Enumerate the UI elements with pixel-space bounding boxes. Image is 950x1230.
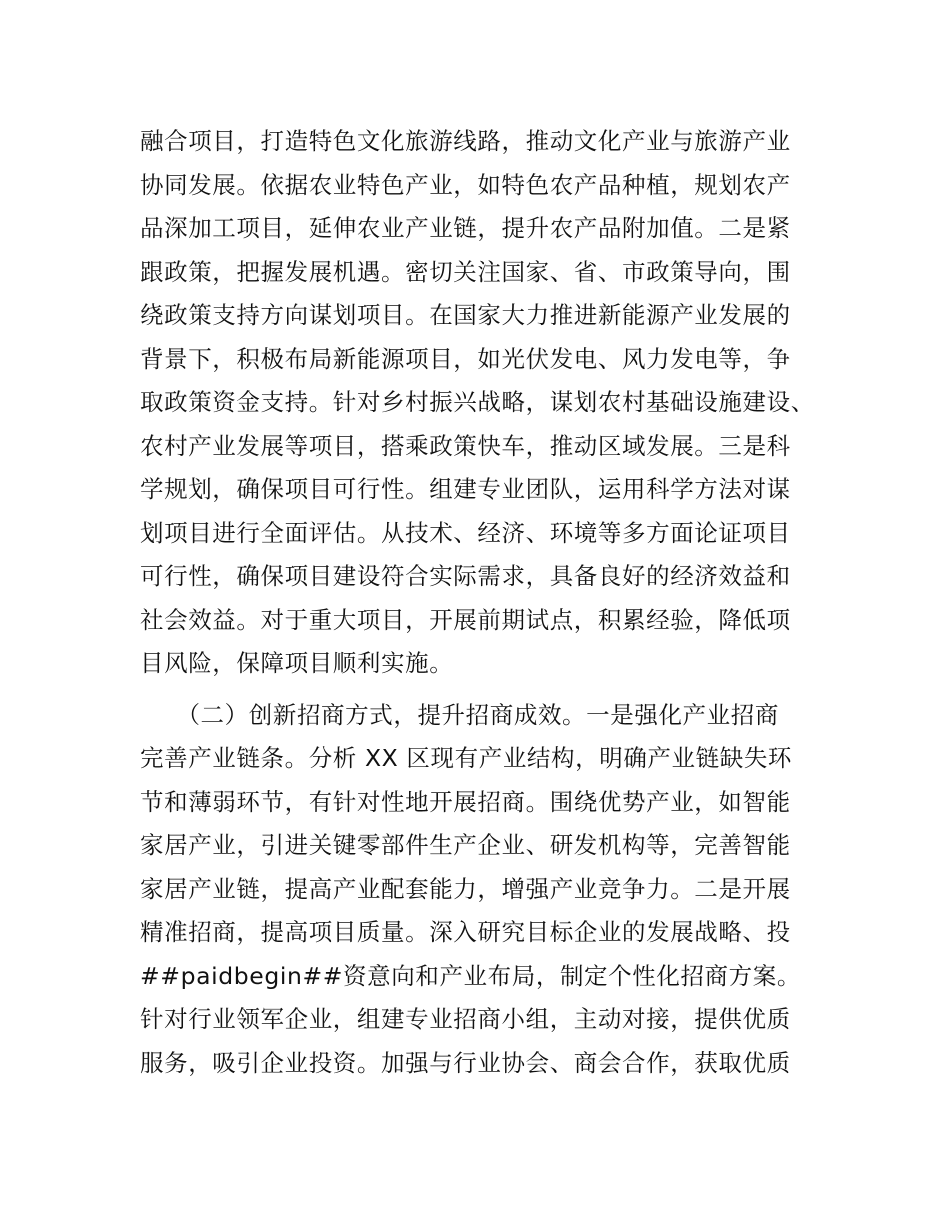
text-line: 完善产业链条。分析 XX 区现有产业结构，明确产业链缺失环 bbox=[140, 744, 793, 772]
text-line: 划项目进行全面评估。从技术、经济、环境等多方面论证项目 bbox=[140, 518, 791, 547]
text-line: 背景下，积极布局新能源项目，如光伏发电、风力发电等，争 bbox=[140, 344, 791, 373]
text-line: 目风险，保障项目顺利实施。 bbox=[140, 649, 454, 677]
text-line: 绕政策支持方向谋划项目。在国家大力推进新能源产业发展的 bbox=[140, 301, 791, 329]
text-line: 取政策资金支持。针对乡村振兴战略，谋划农村基础设施建设、 bbox=[140, 388, 815, 416]
text-line: 精准招商，提高项目质量。深入研究目标企业的发展战略、投 bbox=[140, 918, 791, 946]
text-line: 节和薄弱环节，有针对性地开展招商。围绕优势产业，如智能 bbox=[140, 787, 791, 816]
text-line: （二）创新招商方式，提升招商成效。一是强化产业招商 bbox=[140, 700, 779, 729]
text-line: ##paidbegin##资意向和产业布局，制定个性化招商方案。 bbox=[140, 961, 801, 990]
paragraph-1 bbox=[140, 120, 830, 686]
text-line: 家居产业，引进关键零部件生产企业、研发机构等，完善智能 bbox=[140, 831, 791, 859]
text-line: 社会效益。对于重大项目，开展前期试点，积累经验，降低项 bbox=[140, 605, 791, 634]
text-line: 品深加工项目，延伸农业产业链，提升农产品附加值。二是紧 bbox=[140, 214, 791, 242]
text-line: 服务，吸引企业投资。加强与行业协会、商会合作，获取优质 bbox=[140, 1048, 791, 1077]
text-line: 农村产业发展等项目，搭乘政策快车，推动区域发展。三是科 bbox=[140, 431, 791, 460]
text-line: 可行性，确保项目建设符合实际需求，具备良好的经济效益和 bbox=[140, 562, 791, 590]
text-line: 针对行业领军企业，组建专业招商小组，主动对接，提供优质 bbox=[140, 1005, 791, 1033]
paragraph-2 bbox=[140, 694, 830, 1086]
text-line: 学规划，确保项目可行性。组建专业团队，运用科学方法对谋 bbox=[140, 475, 791, 503]
body-text bbox=[140, 120, 830, 1085]
text-line: 融合项目，打造特色文化旅游线路，推动文化产业与旅游产业 bbox=[140, 127, 791, 155]
paragraph-spacer bbox=[140, 686, 830, 694]
text-line: 协同发展。依据农业特色产业，如特色农产品种植，规划农产 bbox=[140, 170, 791, 199]
text-line: 跟政策，把握发展机遇。密切关注国家、省、市政策导向，围 bbox=[140, 257, 791, 286]
text-line: 家居产业链，提高产业配套能力，增强产业竞争力。二是开展 bbox=[140, 874, 791, 903]
